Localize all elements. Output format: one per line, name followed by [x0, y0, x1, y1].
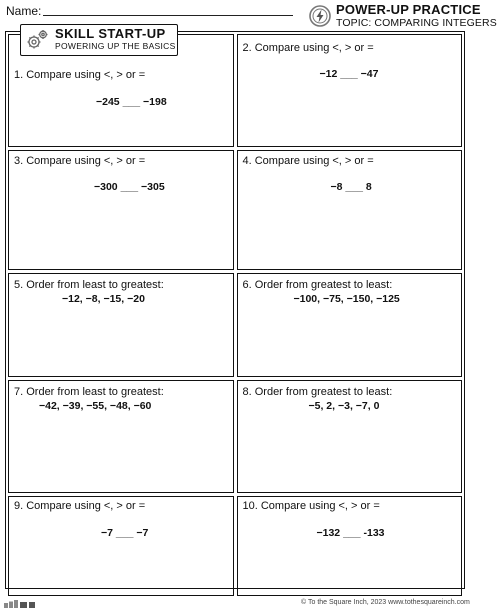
problem-cell-3: [8, 150, 234, 270]
brand-logo-icon: [4, 600, 36, 608]
problem-cell-5: [8, 273, 234, 377]
name-line: [43, 15, 293, 16]
page-topic: TOPIC: COMPARING INTEGERS: [336, 17, 497, 29]
skill-badge: [20, 24, 178, 56]
problem-expression: −8 ___ 8: [330, 181, 372, 193]
problem-cell-8: [237, 380, 463, 493]
problem-frame: [5, 31, 465, 589]
problem-cell-9: [8, 496, 234, 596]
problem-prompt: 8. Order from greatest to least:: [242, 386, 393, 398]
problem-prompt: 6. Order from greatest to least:: [242, 279, 393, 291]
problem-prompt: 7. Order from least to greatest:: [14, 386, 164, 398]
problem-prompt: 1. Compare using <, > or =: [14, 69, 146, 81]
problem-cell-2: [237, 34, 463, 147]
footer-copyright: © To the Square Inch, 2023 www.tothesquareinch.com: [301, 599, 470, 606]
problem-expression: −5, 2, −3, −7, 0: [308, 400, 380, 412]
problem-expression: −100, −75, −150, −125: [293, 293, 400, 305]
problem-expression: −7 ___ −7: [101, 527, 149, 539]
problem-expression: −132 ___ -133: [316, 527, 385, 539]
problem-expression: −42, −39, −55, −48, −60: [39, 400, 152, 412]
problem-prompt: 2. Compare using <, > or =: [242, 42, 374, 54]
name-label: Name:: [6, 4, 42, 18]
problem-prompt: 9. Compare using <, > or =: [14, 500, 146, 512]
page-title: POWER-UP PRACTICE: [336, 2, 481, 17]
badge-title: SKILL START-UP: [55, 26, 166, 41]
problem-cell-7: [8, 380, 234, 493]
problem-grid: [8, 34, 462, 586]
problem-prompt: 5. Order from least to greatest:: [14, 279, 164, 291]
problem-expression: −12 ___ −47: [319, 68, 379, 80]
badge-subtitle: POWERING UP THE BASICS: [55, 41, 176, 51]
problem-prompt: 3. Compare using <, > or =: [14, 155, 146, 167]
problem-expression: −245 ___ −198: [96, 96, 167, 108]
problem-cell-10: [237, 496, 463, 596]
problem-expression: −300 ___ −305: [94, 181, 165, 193]
problem-prompt: 4. Compare using <, > or =: [242, 155, 374, 167]
problem-cell-6: [237, 273, 463, 377]
gears-icon: [25, 28, 49, 52]
bolt-circle-icon: [309, 5, 331, 27]
name-row: [6, 2, 293, 18]
problem-expression: −12, −8, −15, −20: [62, 293, 145, 305]
problem-cell-4: [237, 150, 463, 270]
problem-prompt: 10. Compare using <, > or =: [242, 500, 380, 512]
